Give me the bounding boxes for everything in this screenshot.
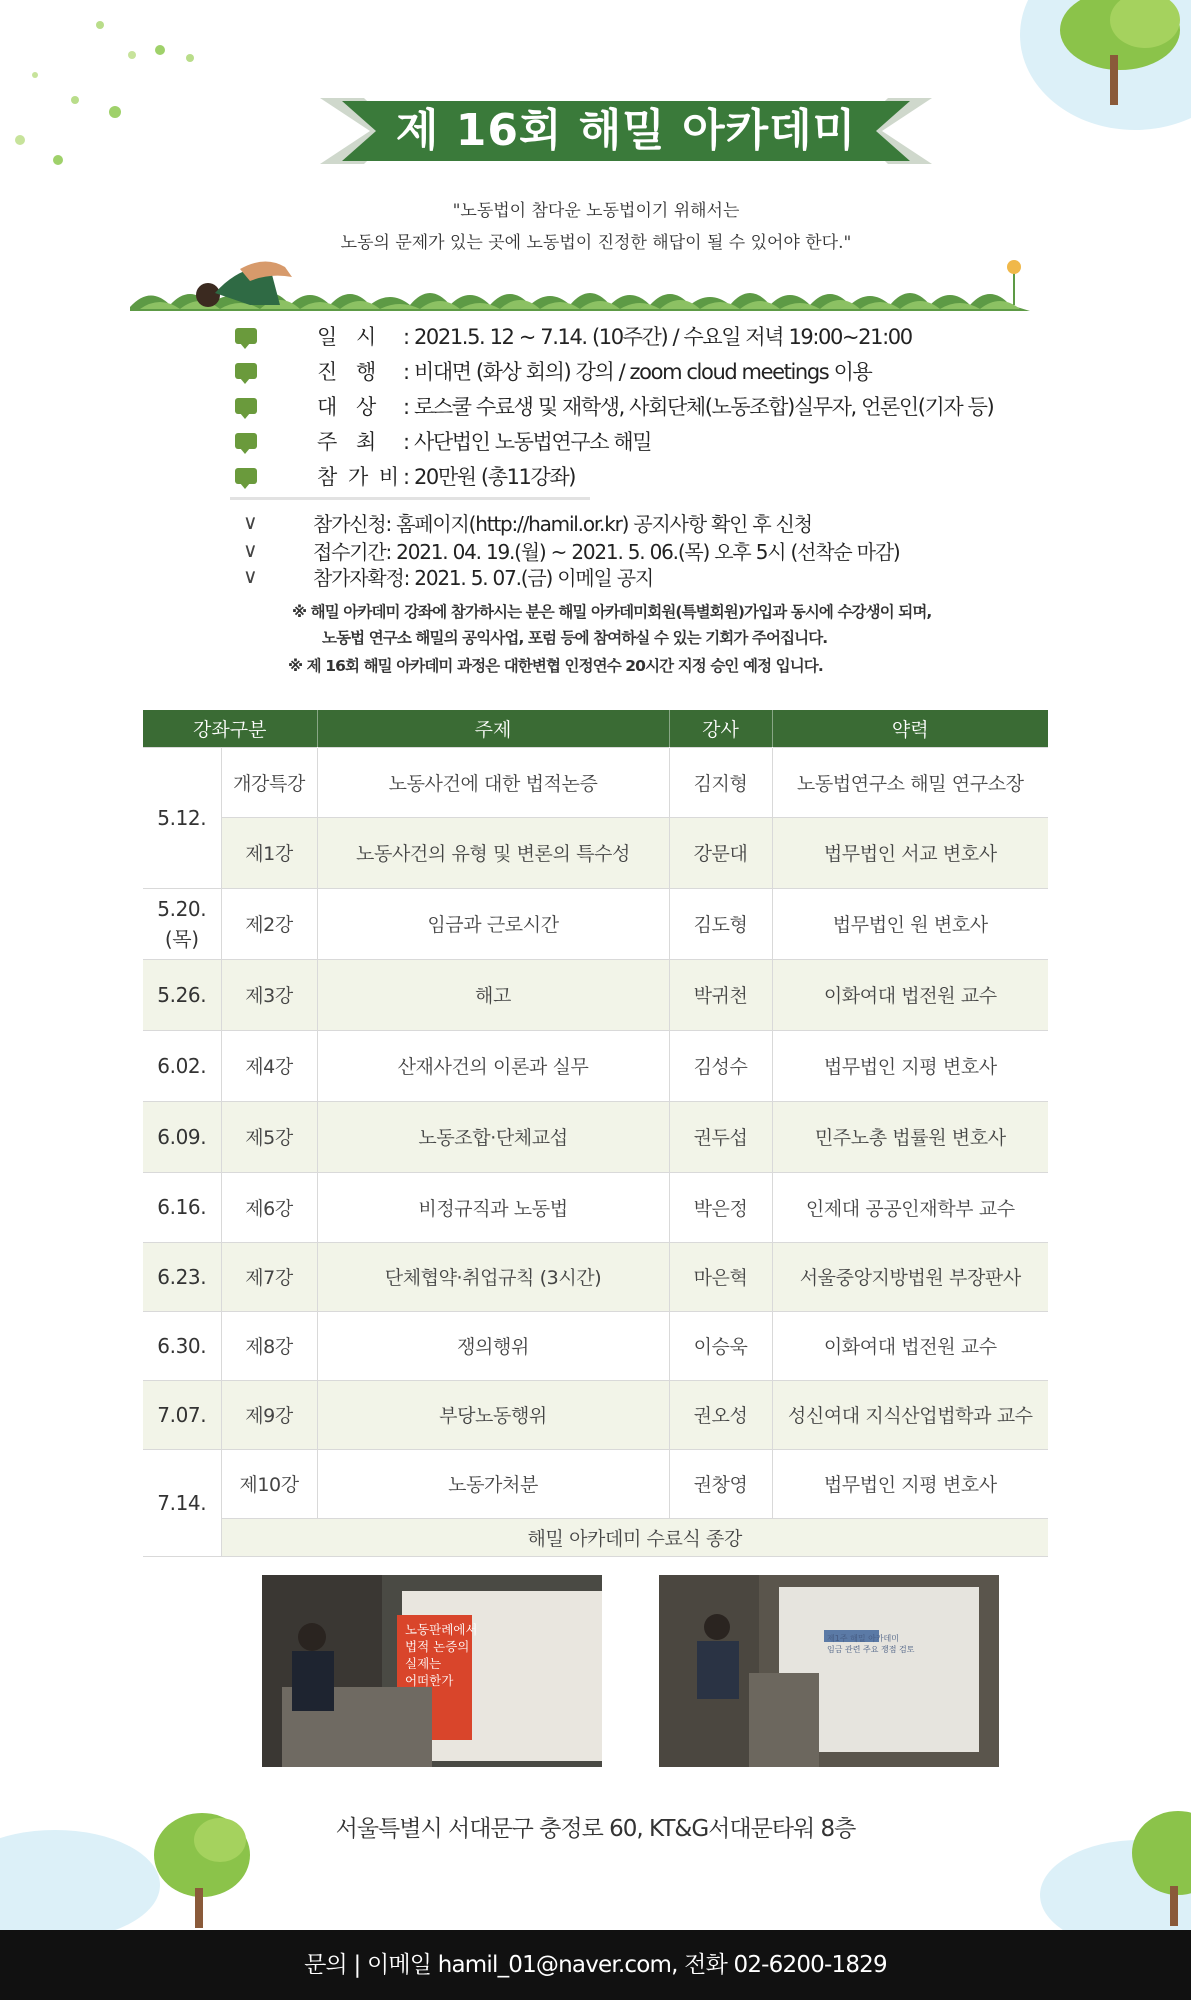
cell-lecture: 개강특강 (221, 747, 317, 817)
info-row-audience (235, 391, 993, 421)
cell-lecturer: 김도형 (669, 888, 772, 959)
cell-topic: 단체협약·취업규칙 (3시간) (317, 1242, 669, 1311)
cell-topic: 노동가처분 (317, 1449, 669, 1518)
table-row (143, 747, 1048, 817)
cell-career: 법무법인 원 변호사 (772, 888, 1048, 959)
info-key: 진 행 (317, 360, 383, 384)
cell-lecture: 제8강 (221, 1311, 317, 1380)
table-row (143, 817, 1048, 888)
header-career: 약력 (772, 710, 1048, 747)
cell-career: 이화여대 법전원 교수 (772, 1311, 1048, 1380)
table-row (143, 1311, 1048, 1380)
page-title: 제 16회 해밀 아카데미 (395, 105, 857, 156)
info-value: : 2021.5. 12 ~ 7.14. (10주간) / 수요일 저녁 19:00~21:00 (403, 325, 912, 349)
info-key: 대 상 (317, 395, 383, 419)
check-mark-icon: ∨ (243, 510, 258, 534)
table-row (143, 888, 1048, 959)
tree-top-right (1050, 0, 1191, 124)
cell-career: 성신여대 지식산업법학과 교수 (772, 1380, 1048, 1449)
cell-closing-ceremony: 해밀 아카데미 수료식 종강 (221, 1518, 1048, 1556)
cell-lecture: 제9강 (221, 1380, 317, 1449)
cell-career: 서울중앙지방법원 부장판사 (772, 1242, 1048, 1311)
cell-lecturer: 권창영 (669, 1449, 772, 1518)
flower-illustration (1007, 260, 1021, 305)
cell-lecture: 제1강 (221, 817, 317, 888)
slide-line: 실제는 (405, 1656, 442, 1671)
cell-date-text: 5.20. (목) (157, 896, 207, 951)
info-row-format (235, 356, 871, 386)
apply-row-period (243, 538, 900, 564)
cell-career: 이화여대 법전원 교수 (772, 959, 1048, 1030)
note-membership: ※ 해밀 아카데미 강좌에 참가하시는 분은 해밀 아카데미회원(특별회원)가입과 동시에 수강생이 되며, (292, 603, 932, 621)
note-accreditation: ※ 제 16회 해밀 아카데미 과정은 대한변협 인정연수 20시간 지정 승인 예정 입니다. (288, 657, 823, 675)
quote-line-2: 노동의 문제가 있는 곳에 노동법이 진정한 해답이 될 수 있어야 한다." (340, 233, 852, 253)
venue-address: 서울특별시 서대문구 충정로 60, KT&G서대문타워 8층 (335, 1816, 856, 1842)
speech-bubble-icon (235, 328, 257, 344)
cell-lecture: 제6강 (221, 1172, 317, 1242)
apply-text: 참가자확정: 2021. 5. 07.(금) 이메일 공지 (313, 565, 653, 590)
cell-career: 법무법인 지평 변호사 (772, 1030, 1048, 1101)
slide-text-1 (405, 1621, 477, 1689)
title-banner (320, 98, 932, 164)
cell-lecturer: 권두섭 (669, 1101, 772, 1172)
info-row-host (235, 426, 651, 456)
cell-date: 6.09. (143, 1101, 221, 1172)
slide-line: 법적 논증의 (405, 1639, 470, 1654)
info-value: : 로스쿨 수료생 및 재학생, 사회단체(노동조합)실무자, 언론인(기자 등) (403, 395, 994, 419)
cell-date: 6.30. (143, 1311, 221, 1380)
slide-line: 임금 관련 주요 쟁점 검토 (827, 1645, 915, 1654)
cell-topic: 임금과 근로시간 (317, 888, 669, 959)
table-row (143, 1449, 1048, 1518)
header-lecture-type: 강좌구분 (143, 710, 317, 747)
slide-text-2 (827, 1633, 914, 1655)
info-value: : 비대면 (화상 회의) 강의 / zoom cloud meetings 이용 (403, 360, 872, 384)
info-row-fee (235, 461, 575, 491)
cell-lecturer: 권오성 (669, 1380, 772, 1449)
info-divider (230, 497, 590, 500)
lecture-photo-1 (262, 1575, 602, 1767)
cell-date: 6.23. (143, 1242, 221, 1311)
table-row-closing (143, 1518, 1048, 1556)
note-opportunity: 노동법 연구소 해밀의 공익사업, 포럼 등에 참여하실 수 있는 기회가 주어집니다. (322, 629, 828, 647)
cell-date: 5.12. (143, 747, 221, 888)
cell-lecturer: 김지형 (669, 747, 772, 817)
contact-info: 문의 | 이메일 hamil_01@naver.com, 전화 02-6200-1829 (304, 1952, 887, 1978)
cell-lecture: 제5강 (221, 1101, 317, 1172)
info-value: : 20만원 (총11강좌) (403, 465, 576, 489)
check-mark-icon: ∨ (243, 538, 258, 562)
cell-date: 7.07. (143, 1380, 221, 1449)
table-row (143, 1172, 1048, 1242)
info-row-date (235, 321, 912, 351)
apply-text: 접수기간: 2021. 04. 19.(월) ~ 2021. 5. 06.(목) 오후 5시 (선착순 마감) (313, 539, 900, 564)
cell-lecturer: 박은정 (669, 1172, 772, 1242)
apply-row-signup (243, 510, 812, 536)
cell-career: 노동법연구소 해밀 연구소장 (772, 747, 1048, 817)
info-key: 일 시 (317, 325, 383, 349)
tree-bottom-right (1130, 1808, 1191, 1932)
cell-lecture: 제4강 (221, 1030, 317, 1101)
cell-date: 5.26. (143, 959, 221, 1030)
cell-topic: 쟁의행위 (317, 1311, 669, 1380)
speech-bubble-icon (235, 468, 257, 484)
cell-lecture: 제2강 (221, 888, 317, 959)
footer-bar (0, 1930, 1191, 2000)
table-header-row (143, 710, 1048, 747)
table-row (143, 1242, 1048, 1311)
header-lecturer: 강사 (669, 710, 772, 747)
header-topic: 주제 (317, 710, 669, 747)
apply-text: 참가신청: 홈페이지(http://hamil.or.kr) 공지사항 확인 후 신청 (313, 511, 812, 536)
table-row (143, 1101, 1048, 1172)
dots-top-left (0, 0, 260, 200)
table-row (143, 959, 1048, 1030)
info-value: : 사단법인 노동법연구소 해밀 (403, 430, 652, 454)
cell-topic: 노동조합·단체교섭 (317, 1101, 669, 1172)
info-key: 참 가 비 (317, 465, 402, 489)
cell-date: 6.16. (143, 1172, 221, 1242)
lecture-photo-2 (659, 1575, 999, 1767)
watercolor-bottom-left (0, 1830, 160, 1940)
cell-lecturer: 이승욱 (669, 1311, 772, 1380)
cell-career: 법무법인 지평 변호사 (772, 1449, 1048, 1518)
speech-bubble-icon (235, 433, 257, 449)
slide-line: 제1주 해밀 아카데미 (827, 1634, 899, 1643)
tree-bottom-left (150, 1810, 260, 1934)
cell-date: 6.02. (143, 1030, 221, 1101)
cell-career: 인제대 공공인재학부 교수 (772, 1172, 1048, 1242)
cell-career: 민주노총 법률원 변호사 (772, 1101, 1048, 1172)
cell-topic: 해고 (317, 959, 669, 1030)
cell-topic: 부당노동행위 (317, 1380, 669, 1449)
cell-topic: 산재사건의 이론과 실무 (317, 1030, 669, 1101)
grass-illustration (130, 255, 1030, 311)
cell-lecturer: 박귀천 (669, 959, 772, 1030)
quote-line-1: "노동법이 참다운 노동법이기 위해서는 (452, 201, 740, 221)
apply-row-confirm (243, 564, 653, 590)
speech-bubble-icon (235, 398, 257, 414)
cell-lecture: 제10강 (221, 1449, 317, 1518)
person-illustration (196, 261, 292, 307)
cell-date (143, 888, 221, 959)
cell-lecturer: 마은혁 (669, 1242, 772, 1311)
cell-lecturer: 김성수 (669, 1030, 772, 1101)
cell-lecture: 제7강 (221, 1242, 317, 1311)
info-key: 주 최 (317, 430, 383, 454)
cell-topic: 노동사건에 대한 법적논증 (317, 747, 669, 817)
cell-lecture: 제3강 (221, 959, 317, 1030)
cell-lecturer: 강문대 (669, 817, 772, 888)
cell-date: 7.14. (143, 1449, 221, 1556)
speech-bubble-icon (235, 363, 257, 379)
table-row (143, 1030, 1048, 1101)
cell-topic: 비정규직과 노동법 (317, 1172, 669, 1242)
cell-career: 법무법인 서교 변호사 (772, 817, 1048, 888)
slide-line: 어떠한가 (405, 1673, 454, 1688)
slide-line: 노동판례에서 (405, 1622, 478, 1637)
cell-topic: 노동사건의 유형 및 변론의 특수성 (317, 817, 669, 888)
check-mark-icon: ∨ (243, 564, 258, 588)
schedule-table (143, 710, 1048, 1557)
table-row (143, 1380, 1048, 1449)
